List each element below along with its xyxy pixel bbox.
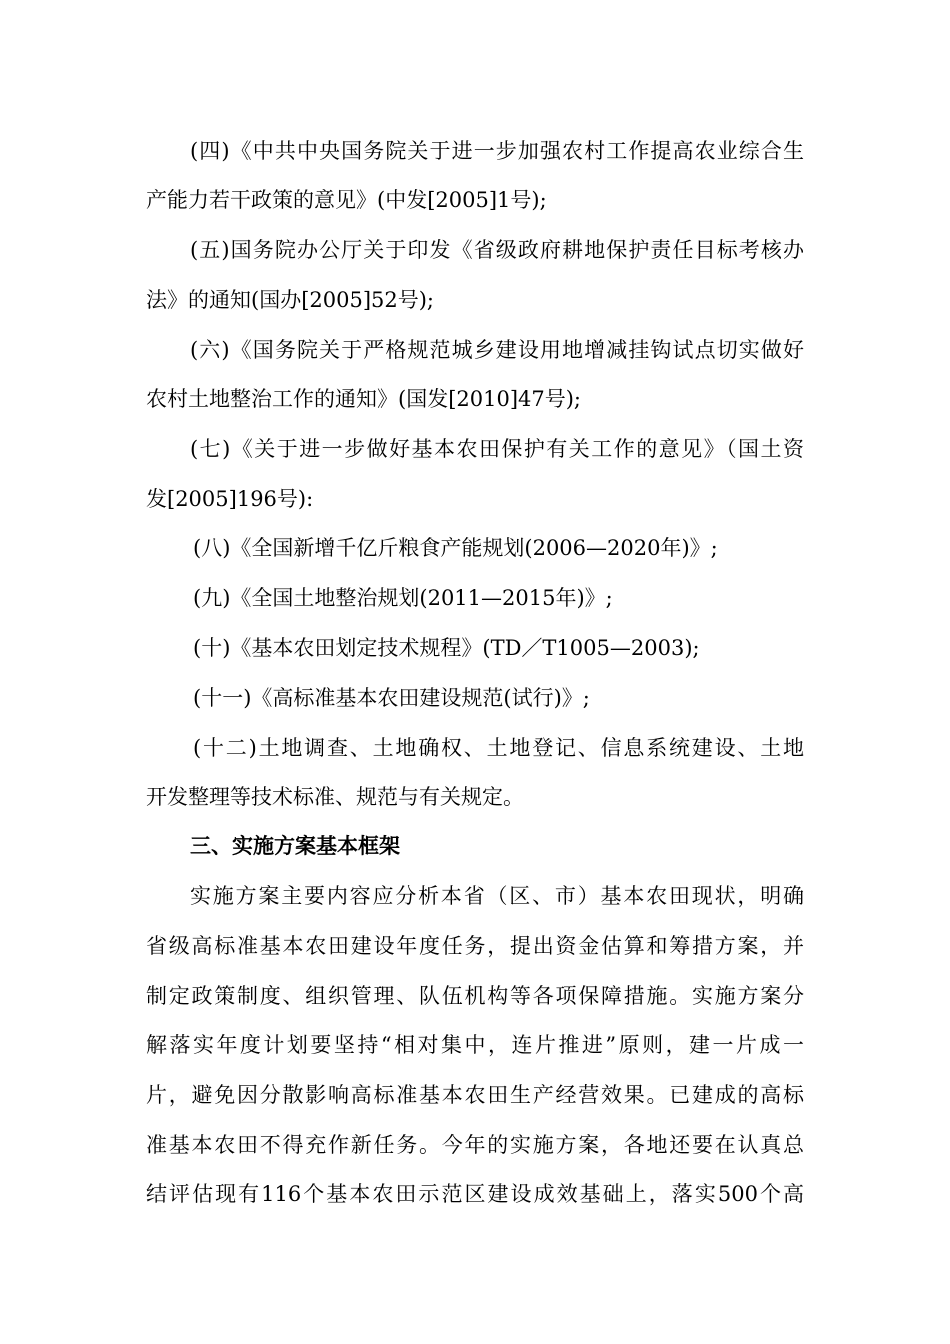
- text-line: 准基本农田不得充作新任务。今年的实施方案，各地还要在认真总: [146, 1133, 804, 1157]
- text-line: (七)《关于进一步做好基本农田保护有关工作的意见》（国土资: [190, 437, 804, 461]
- text-line: (十一)《高标准基本农田建设规范(试行)》;: [193, 686, 590, 710]
- text-line: 片，避免因分散影响高标准基本农田生产经营效果。已建成的高标: [146, 1083, 804, 1107]
- text-line: (八)《全国新增千亿斤粮食产能规划(2006—2020年)》;: [193, 536, 718, 560]
- section-heading: 三、实施方案基本框架: [190, 834, 400, 858]
- text-line: (六)《国务院关于严格规范城乡建设用地增减挂钩试点切实做好: [190, 338, 804, 362]
- text-line: (九)《全国土地整治规划(2011—2015年)》;: [193, 586, 613, 610]
- text-line: 实施方案主要内容应分析本省（区、市）基本农田现状，明确: [190, 884, 804, 908]
- text-line: 制定政策制度、组织管理、队伍机构等各项保障措施。实施方案分: [146, 984, 804, 1008]
- text-line: 产能力若干政策的意见》(中发[2005]1号);: [146, 188, 547, 212]
- text-line: 解落实年度计划要坚持“相对集中，连片推进”原则，建一片成一: [146, 1033, 804, 1057]
- text-line: (五)国务院办公厅关于印发《省级政府耕地保护责任目标考核办: [190, 238, 804, 262]
- text-line: 结评估现有116个基本农田示范区建设成效基础上，落实500个高: [146, 1182, 804, 1206]
- text-line: (十二)土地调查、土地确权、土地登记、信息系统建设、土地: [193, 736, 804, 760]
- text-line: 发[2005]196号):: [146, 487, 314, 511]
- text-line: 开发整理等技术标准、规范与有关规定。: [146, 785, 524, 809]
- text-line: (四)《中共中央国务院关于进一步加强农村工作提高农业综合生: [190, 139, 804, 163]
- text-line: 农村土地整治工作的通知》(国发[2010]47号);: [146, 387, 582, 411]
- text-line: 法》的通知(国办[2005]52号);: [146, 288, 435, 312]
- text-line: (十)《基本农田划定技术规程》(TD／T1005—2003);: [193, 636, 700, 660]
- text-line: 省级高标准基本农田建设年度任务，提出资金估算和筹措方案，并: [146, 934, 804, 958]
